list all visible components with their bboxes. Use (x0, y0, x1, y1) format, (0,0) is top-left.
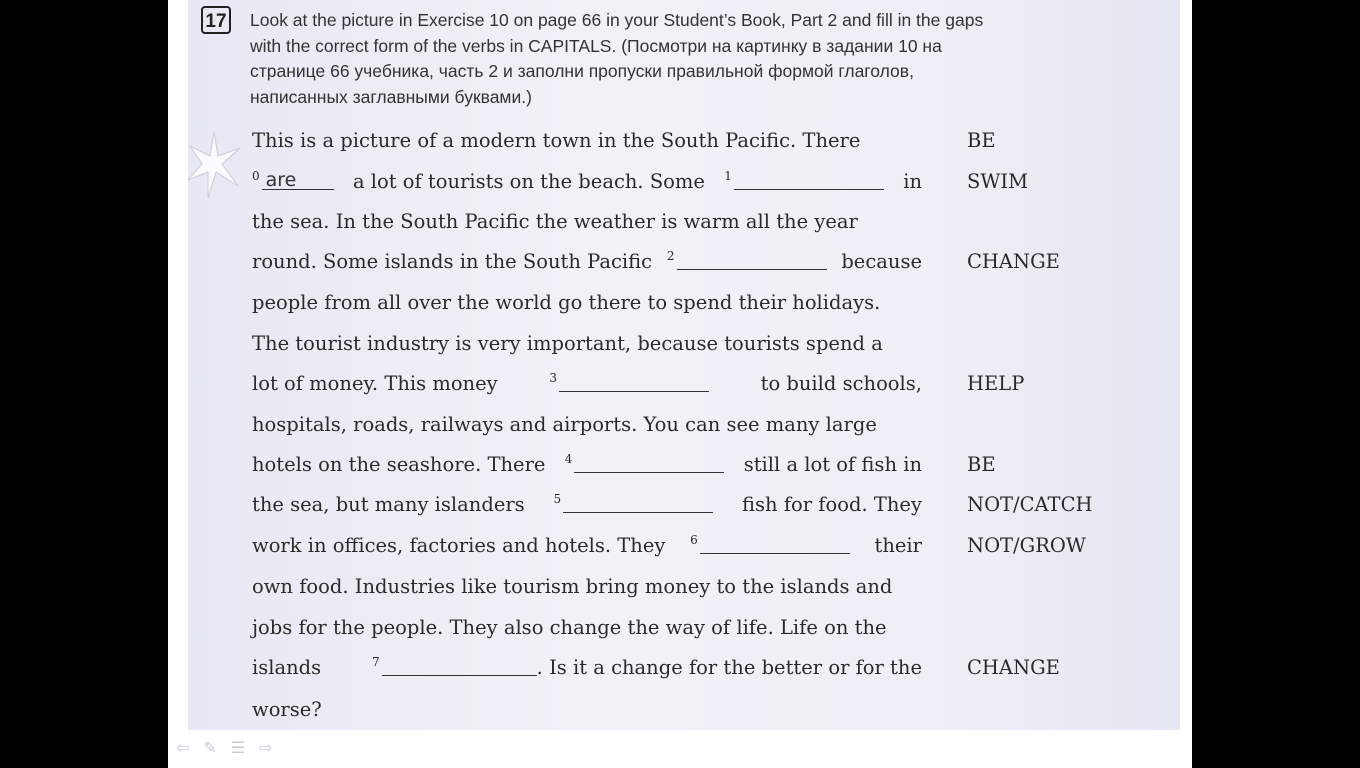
verb-hint-4: BE (967, 453, 996, 476)
exercise-instruction (250, 8, 1110, 110)
answer-blank[interactable] (574, 452, 724, 473)
menu-icon[interactable]: ☰ (230, 738, 246, 757)
text-line (252, 369, 922, 399)
gap-4 (565, 450, 725, 482)
text-segment: lot of money. This money (252, 372, 498, 395)
text-segment: to build schools, (760, 372, 922, 395)
gap-5 (554, 490, 714, 522)
text-line (252, 653, 922, 683)
verb-hint-7: CHANGE (967, 656, 1060, 679)
verb-hint-5: NOT/CATCH (967, 493, 1093, 516)
text-segment: This is a picture of a modern town in the South Pacific. There (252, 129, 861, 152)
star-icon (186, 130, 242, 200)
verb-hint-0: BE (967, 129, 996, 152)
instruction-line: with the correct form of the verbs in CAPITALS. (Посмотри на картинку в задании 10 на (250, 35, 942, 56)
text-line (252, 247, 922, 277)
text-segment: the sea. In the South Pacific the weather is warm all the year (252, 210, 858, 233)
text-line (252, 126, 922, 156)
instruction-line: странице 66 учебника, часть 2 и заполни пропуски правильной формой глаголов, (250, 61, 914, 81)
text-segment: people from all over the world go there to spend their holidays. (252, 291, 881, 314)
gap-number: 0 (252, 169, 260, 183)
text-segment: their (874, 534, 922, 557)
example-gap (252, 167, 334, 199)
text-line (252, 410, 922, 440)
gap-number: 4 (564, 452, 573, 466)
gap-number: 1 (724, 169, 732, 183)
answer-blank[interactable] (559, 371, 709, 392)
gap-number: 6 (690, 533, 698, 547)
gap-number: 2 (666, 249, 675, 263)
text-segment: islands (252, 656, 322, 679)
text-line (252, 167, 922, 197)
text-line (252, 288, 922, 318)
text-line (252, 450, 922, 480)
back-arrow-icon[interactable]: ⇦ (176, 738, 190, 757)
answer-blank[interactable] (677, 249, 827, 270)
answer-blank[interactable] (382, 655, 537, 676)
instruction-line: написанных заглавными буквами.) (250, 86, 532, 107)
answer-blank[interactable] (563, 492, 713, 513)
text-segment: The tourist industry is very important, because tourists spend a (252, 332, 883, 355)
text-line (252, 531, 922, 561)
answer-blank[interactable] (700, 533, 850, 554)
text-segment: jobs for the people. They also change the way of life. Life on the (252, 616, 887, 639)
text-segment: hotels on the seashore. There (252, 453, 546, 476)
text-segment: still a lot of fish in (743, 453, 922, 476)
text-segment: fish for food. They (742, 493, 922, 516)
text-line (252, 695, 922, 725)
text-line (252, 572, 922, 602)
answer-handwritten[interactable]: are (262, 168, 334, 190)
exercise-number: 17 (201, 6, 231, 34)
gap-1 (724, 167, 884, 199)
text-segment: work in offices, factories and hotels. They (252, 534, 666, 557)
text-segment: because (841, 250, 922, 273)
text-segment: round. Some islands in the South Pacific (252, 250, 653, 273)
gap-2 (667, 247, 827, 279)
verb-hint-2: CHANGE (967, 250, 1060, 273)
gap-number: 3 (549, 371, 557, 385)
presentation-controls (176, 738, 273, 757)
forward-arrow-icon[interactable]: ⇨ (259, 738, 273, 757)
pen-icon[interactable]: ✎ (203, 738, 217, 757)
text-segment: worse? (252, 698, 322, 721)
gap-number: 7 (372, 655, 380, 669)
text-line (252, 490, 922, 520)
gap-6 (690, 531, 850, 563)
text-line (252, 329, 922, 359)
gap-3 (549, 369, 709, 401)
verb-hint-6: NOT/GROW (967, 534, 1086, 557)
text-segment: hospitals, roads, railways and airports. You can see many large (252, 413, 877, 436)
text-segment: the sea, but many islanders (252, 493, 525, 516)
verb-hint-1: SWIM (967, 170, 1029, 193)
gap-7 (372, 653, 922, 685)
gap-number: 5 (553, 492, 562, 506)
text-line (252, 207, 922, 237)
verb-hint-3: HELP (967, 372, 1025, 395)
text-segment: in (903, 170, 922, 193)
text-segment: own food. Industries like tourism bring money to the islands and (252, 575, 893, 598)
text-segment: . Is it a change for the better or for the (536, 656, 922, 679)
answer-blank[interactable] (734, 169, 884, 190)
instruction-line: Look at the picture in Exercise 10 on page 66 in your Student’s Book, Part 2 and fill in the gaps (250, 10, 984, 30)
text-segment: a lot of tourists on the beach. Some (352, 170, 705, 193)
text-line (252, 613, 922, 643)
